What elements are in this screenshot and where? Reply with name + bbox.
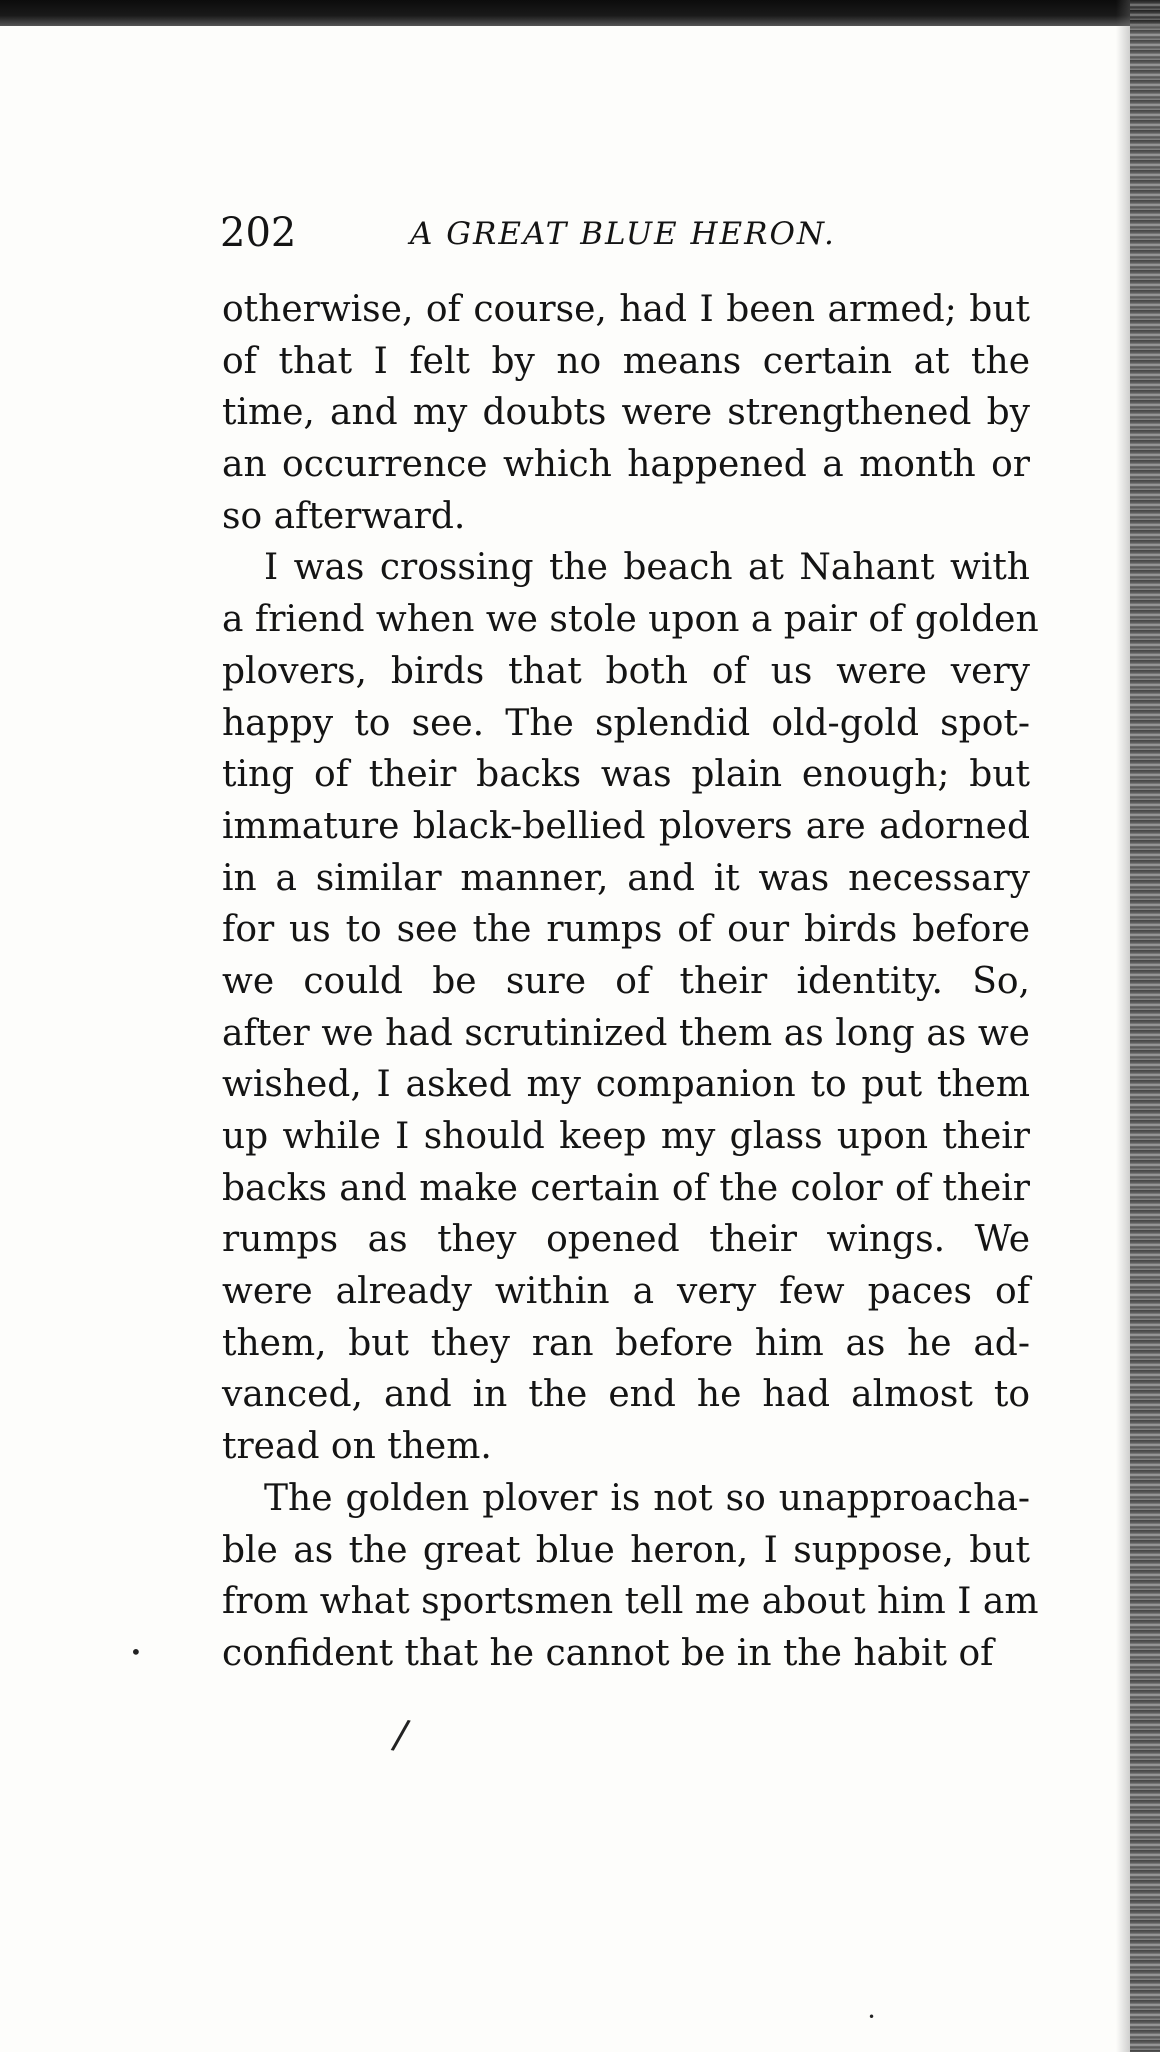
- page-number: 202: [220, 210, 297, 256]
- text-line: for us to see the rumps of our birds before: [222, 909, 1030, 951]
- text-line: them, but they ran before him as he ad-: [222, 1322, 1030, 1364]
- text-line: up while I should keep my glass upon their: [222, 1116, 1030, 1157]
- text-line: wished, I asked my companion to put them: [222, 1064, 1030, 1106]
- paragraph: [222, 542, 1039, 1472]
- text-line: ting of their backs was plain enough; but: [222, 754, 1030, 796]
- body-text: [222, 284, 1039, 1680]
- text-line: plovers, birds that both of us were very: [222, 650, 1030, 692]
- text-line: from what sportsmen tell me about him I am: [222, 1581, 1039, 1623]
- paragraph: [222, 284, 1030, 542]
- scan-top-edge: [0, 0, 1160, 26]
- text-line: backs and make certain of the color of their: [222, 1167, 1030, 1209]
- text-line: ble as the great blue heron, I suppose, but: [222, 1529, 1030, 1571]
- text-line: a friend when we stole upon a pair of golden: [222, 599, 1039, 641]
- paragraph: [222, 1473, 1039, 1680]
- scan-right-edge: [1130, 0, 1160, 2052]
- text-line: immature black-bellied plovers are adorned: [222, 805, 1030, 847]
- text-line: confident that he cannot be in the habit of: [222, 1632, 994, 1674]
- text-line: an occurrence which happened a month or: [222, 444, 1030, 486]
- text-line: so afterward.: [222, 495, 466, 537]
- text-line: time, and my doubts were strengthened by: [222, 392, 1030, 434]
- page-header: [220, 208, 1030, 258]
- text-line: were already within a very few paces of: [222, 1271, 1030, 1313]
- stray-speck-mark: •: [868, 2010, 876, 2024]
- text-line: tread on them.: [222, 1426, 492, 1468]
- running-head: A GREAT BLUE HERON.: [410, 216, 836, 252]
- text-line: vanced, and in the end he had almost to: [222, 1374, 1030, 1416]
- text-line: we could be sure of their identity. So,: [222, 960, 1030, 1002]
- text-line: otherwise, of course, had I been armed; but: [222, 289, 1030, 330]
- text-line: rumps as they opened their wings. We: [222, 1219, 1030, 1261]
- text-line: after we had scrutinized them as long as we: [222, 1012, 1030, 1054]
- text-line: happy to see. The splendid old-gold spot-: [222, 702, 1030, 744]
- page-gutter-shadow: [1116, 0, 1130, 2052]
- text-line: of that I felt by no means certain at the: [222, 340, 1030, 382]
- stray-stroke-mark: /: [389, 1711, 413, 1759]
- stray-dot-mark: •: [130, 1640, 142, 1664]
- text-line: in a similar manner, and it was necessary: [222, 857, 1030, 899]
- text-line: The golden plover is not so unapproacha-: [264, 1477, 1030, 1519]
- text-line: I was crossing the beach at Nahant with: [264, 547, 1030, 589]
